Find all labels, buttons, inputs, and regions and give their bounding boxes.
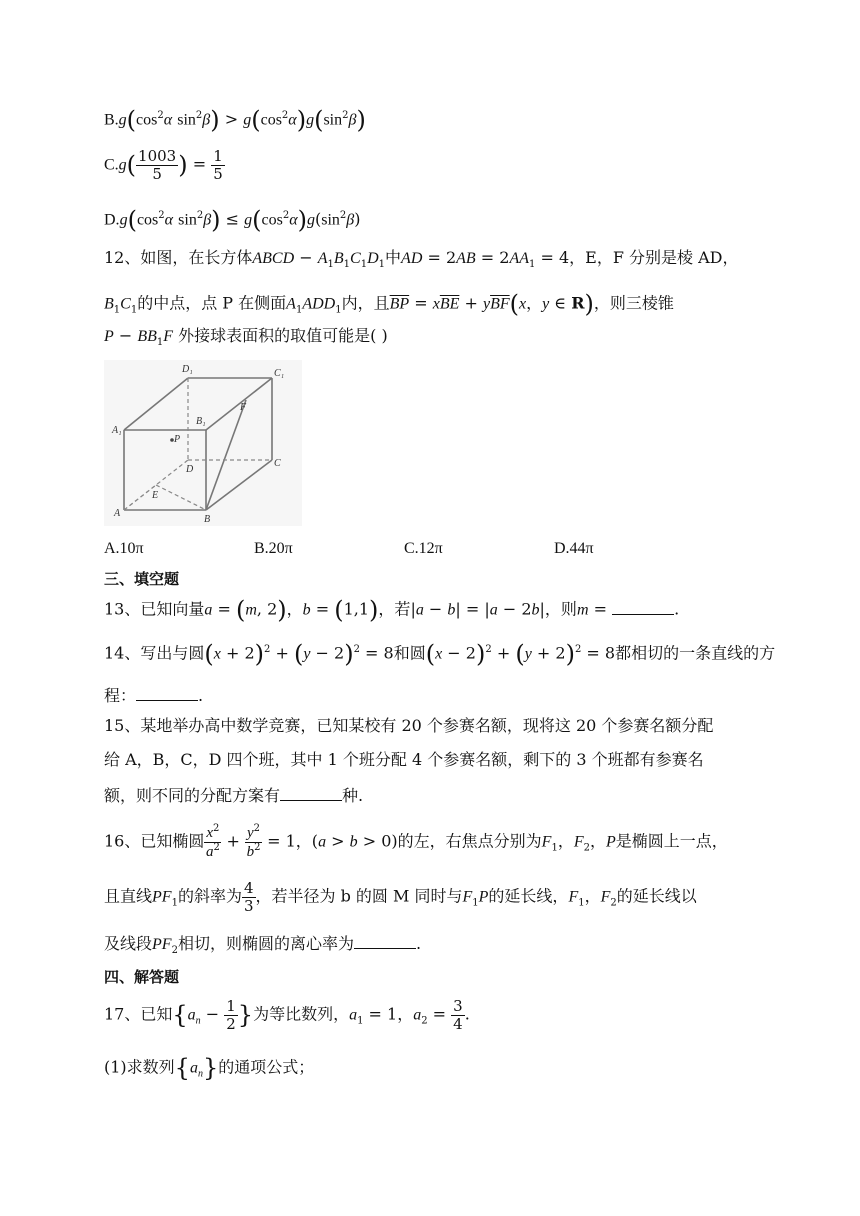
q16-line3: 及线段$PF_2$相切，则椭圆的离心率为 .: [104, 934, 422, 957]
q13: 13、已知向量a = (m, 2)，b = (1,1)，若|a − b| = |a − 2b|，则m = .: [104, 596, 680, 624]
q16-line1: 16、已知椭圆 $\frac{x^2}{a^2}$ + $\frac{y^2}{b^2}$ = 1，(a > b > 0)的左，右焦点分别为$F_1$，$F_2$，P是椭圆上一点，: [104, 823, 728, 860]
label-b1: B₁: [196, 416, 206, 427]
label-c: C: [274, 458, 281, 469]
q15-line1: 15、某地举办高中数学竞赛，已知某校有 20 个参赛名额，现将这 20 个参赛名额分配: [104, 716, 714, 735]
q12-choice-d: D.44π: [554, 540, 594, 557]
cuboid-figure: [104, 360, 302, 526]
label-e: E: [152, 490, 159, 501]
label-a: A: [114, 508, 121, 519]
option-d: $D.g(\cos^2\alpha$ $\sin^2\beta) \le g(\cos^2\alpha)g(\sin^2\beta)$: [104, 206, 361, 234]
q16-line2: 且直线$PF_1$的斜率为 $\frac{4}{3}$ ，若半径为 b 的圆 M 同时与$F_1P$的延长线，$F_1$，$F_2$的延长线以: [104, 879, 697, 915]
q14-line2: 程： .: [104, 686, 204, 705]
section-solve: 四、解答题: [104, 968, 180, 986]
q15-line2: 给 A，B，C，D 四个班，其中 1 个班分配 4 个参赛名额，剩下的 3 个班都有参赛名: [104, 750, 704, 769]
q17-part1: (1)求数列$\{a_n\}$的通项公式；: [104, 1054, 315, 1082]
label-d: D: [186, 464, 194, 475]
q14-line1: 14、写出与圆$(x + 2)^2 + (y - 2)^2 = 8$和圆$(x - 2)^2 + (y + 2)^2 = 8$都相切的一条直线的方: [104, 640, 776, 668]
q12-line1: 12、如图，在长方体ABCD − $A_1B_1C_1D_1$中AD = $2AB = 2AA_1 = 4$，E，F 分别是棱 AD，: [104, 248, 739, 271]
q15-line3: 额，则不同的分配方案有 种.: [104, 786, 364, 805]
label-d1: D₁: [182, 364, 193, 375]
label-b: B: [204, 514, 211, 525]
label-a1: A₁: [112, 425, 122, 436]
q12-choice-b: B.20π: [254, 540, 293, 557]
label-c1: C₁: [274, 368, 285, 379]
q12-line2: $B_1C_1$的中点，点 P 在侧面$A_1ADD_1$内，且$\overline{BP} = x\overline{BE} + y\overline{BF}(x$，y ∈ R)，则三棱锥: [104, 290, 674, 318]
label-f: F: [240, 402, 247, 413]
q17: 17、已知{$a_n$ − $\frac{1}{2}$ }为等比数列，$a_1 = 1$，$a_2$ = $\frac{3}{4}$ .: [104, 997, 470, 1033]
q12-choice-c: C.12π: [404, 540, 443, 557]
option-c: C.g( $\frac{1003}{5}$ ) = $\frac{1}{5}$: [104, 147, 223, 183]
q12-line3: $P - BB_1F$ 外接球表面积的取值可能是( ): [104, 326, 388, 349]
section-fill-blank: 三、填空题: [104, 570, 180, 588]
label-p: P: [174, 434, 181, 445]
option-b: $B.g(\cos^2\alpha$ $\sin^2\beta) > g(\cos^2\alpha)g(\sin^2\beta)$: [104, 106, 366, 134]
q12-choice-a: A.10π: [104, 540, 144, 557]
